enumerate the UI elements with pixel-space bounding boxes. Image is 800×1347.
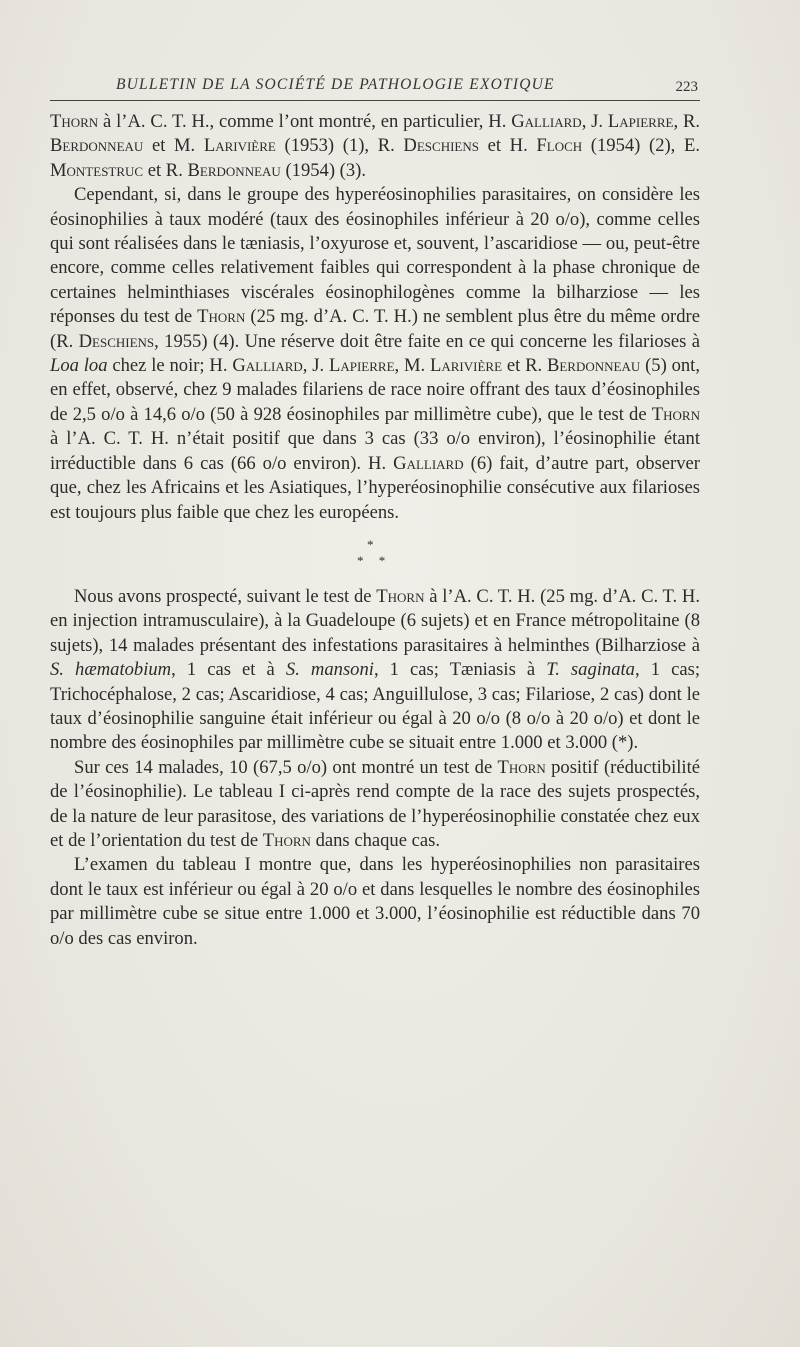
text-run: à l’A. C. T. H., comme l’ont montré, en particulier, H. <box>98 111 512 132</box>
text-run: positif (réductibilité de l’éosinophilie). Le tableau I ci-après rend compte de la race des sujets prospectés, de la nature de leur parasitose, des variations de l’hyperéosinophilie constatée chez eux et de l’orientation du test de <box>50 756 700 851</box>
running-header <box>50 74 700 100</box>
author-name: Thorn <box>197 306 246 328</box>
author-name: Larivière <box>430 355 503 377</box>
text-run: et H. <box>478 135 537 157</box>
text-run: à l’A. C. T. H. (25 mg. d’A. C. T. H. en injection intramusculaire), à la Guadeloupe (6 sujets) et en France métropolitaine (8 sujets), 14 malades présentant des infestations parasitaires à helminthes (Bilharziose à <box>50 585 700 656</box>
header-rule <box>50 100 700 101</box>
section-separator <box>50 531 700 579</box>
paragraph-4 <box>50 756 700 854</box>
text-run: , J. <box>302 355 329 377</box>
author-name: Galliard <box>511 111 582 132</box>
paragraph-2 <box>50 183 700 525</box>
author-name: Larivière <box>203 135 276 157</box>
paragraph-5 <box>50 853 700 951</box>
text-run: (5) ont, en effet, observé, chez 9 malades filariens de race noire offrant des taux d’éosinophiles de 2,5 o/o à 14,6 o/o (50 à 928 éosinophiles par millimètre cube), que le test de <box>50 355 700 425</box>
species-name: Loa loa <box>50 355 108 377</box>
text-run: chez le noir; H. <box>107 355 233 377</box>
text-run: L’examen du tableau I montre que, dans les hyperéosinophilies non parasitaires dont le taux est inférieur ou égal à 20 o/o et dans lesquelles le nombre des éosinophiles par millimètre cube se situe entre 1.000 et 3.000, l’éosinophilie est réductible dans 70 o/o des cas environ. <box>50 854 700 949</box>
text-run: et M. <box>143 135 204 157</box>
author-name: Montestruc <box>50 159 144 181</box>
asterism-bottom: * * <box>357 552 392 568</box>
author-name: Thorn <box>376 585 425 607</box>
body-text <box>50 110 700 951</box>
text-run: , J. <box>581 111 608 132</box>
author-name: Floch <box>536 135 583 157</box>
author-name: Berdonneau <box>187 159 281 181</box>
author-name: Berdonneau <box>546 355 641 377</box>
text-run: (1954) (2), E. <box>582 135 700 157</box>
species-name: S. mansoni <box>285 659 374 681</box>
species-name: S. hæmatobium <box>50 659 172 681</box>
author-name: Deschiens <box>78 330 155 352</box>
text-run: , 1 cas; Trichocéphalose, 2 cas; Ascaridiose, 4 cas; Anguillulose, 3 cas; Filariose, 2 cas) dont le taux d’éosinophilie sanguine était inférieur ou égal à 20 o/o (8 o/o à 20 o/o) et dont le nombre des éosinophiles par millimètre cube se situait entre 1.000 et 3.000 (*). <box>50 659 701 754</box>
author-name: Lapierre <box>328 355 395 377</box>
text-run: Cependant, si, dans le groupe des hyperéosinophilies parasitaires, on considère les éosinophilies à taux modéré (taux des éosinophiles inférieur à 20 o/o), comme celles qui sont réalisées dans le tæniasis, l’oxyurose et, souvent, l’ascaridiose — ou, peut-être encore, comme celles relativement faibles qui correspondent à la phase chronique de certaines helminthiases viscérales éosinophilogènes comme la bilharziose — les réponses du test de <box>50 184 700 328</box>
author-name: Deschiens <box>403 135 479 157</box>
text-run: (1953) (1), R. <box>275 135 404 157</box>
text-run: dans chaque cas. <box>310 829 441 851</box>
author-name: Galliard <box>393 452 464 474</box>
paragraph-1 <box>50 110 700 183</box>
text-run: (1954) (3). <box>280 159 367 181</box>
text-run: et R. <box>502 355 547 377</box>
author-name: Thorn <box>262 829 311 851</box>
author-name: Galliard <box>232 355 303 377</box>
text-run: , R. <box>673 111 700 132</box>
text-run: à l’A. C. T. H. n’était positif que dans 3 cas (33 o/o environ), l’éosinophilie étant irréductible dans 6 cas (66 o/o environ). H. <box>50 428 700 474</box>
author-name: Lapierre <box>607 111 674 132</box>
text-run: Nous avons prospecté, suivant le test de <box>74 585 377 607</box>
author-name: Berdonneau <box>50 135 144 157</box>
text-run: (6) fait, d’autre part, observer que, chez les Africains et les Asiatiques, l’hyperéosinophilie consécutive aux filarioses est toujours plus faible que chez les européens. <box>50 452 700 523</box>
species-name: T. saginata <box>546 659 635 681</box>
paragraph-3 <box>50 585 700 756</box>
running-title: BULLETIN DE LA SOCIÉTÉ DE PATHOLOGIE EXOTIQUE <box>116 76 555 93</box>
text-run: , M. <box>394 355 430 377</box>
text-run: (25 mg. d’A. C. T. H.) ne semblent plus être du même ordre (R. <box>50 306 700 352</box>
text-run: , 1955) (4). Une réserve doit être faite en ce qui concerne les filarioses à <box>154 330 700 352</box>
page-number: 223 <box>675 79 698 95</box>
text-run: Sur ces 14 malades, 10 (67,5 o/o) ont montré un test de <box>74 756 498 778</box>
text-run: et R. <box>143 159 188 181</box>
author-name: Thorn <box>50 111 99 132</box>
text-run: , 1 cas; Tæniasis à <box>373 659 547 681</box>
text-run: , 1 cas et à <box>171 659 286 681</box>
asterism-top: * <box>367 536 374 552</box>
author-name: Thorn <box>651 403 700 425</box>
author-name: Thorn <box>497 756 546 778</box>
